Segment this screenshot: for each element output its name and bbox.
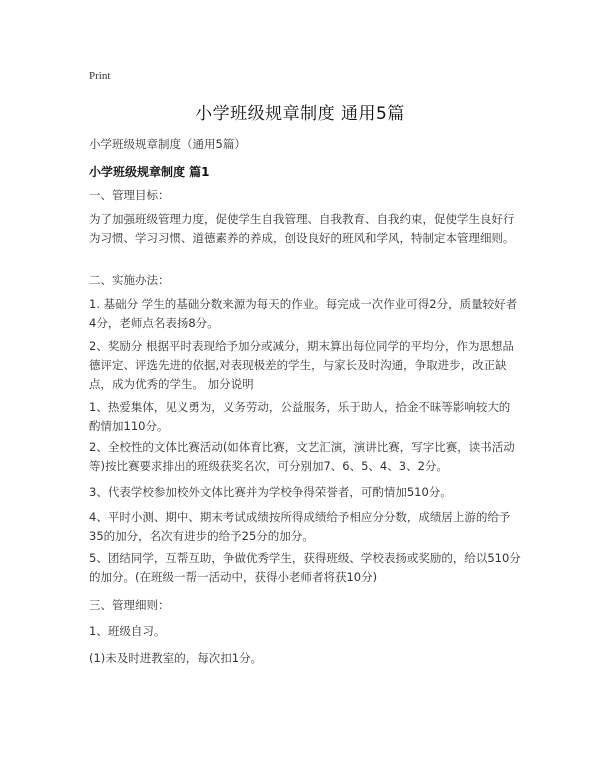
- paragraph: 5、团结同学，互帮互助，争做优秀学生，获得班级、学校表扬或奖励的，给以510分的加分。(在班级一帮一活动中，获得小老师者将获10分): [89, 551, 521, 584]
- paragraph: 二、实施办法：: [89, 273, 170, 287]
- paragraph: 三、管理细则：: [89, 598, 170, 612]
- paragraph: 4、平时小测、期中、期末考试成绩按所得成绩给予相应分分数，成绩居上游的给予35的加分，名次有进步的给予25分的加分。: [89, 510, 511, 543]
- paragraph: 3、代表学校参加校外文体比赛并为学校争得荣誉者，可酌情加510分。: [89, 485, 452, 499]
- paragraph: (1)未及时进教室的，每次扣1分。: [89, 651, 263, 665]
- paragraph: 1. 基础分 学生的基础分数来源为每天的作业。每完成一次作业可得2分，质量较好者4分，老师点名表扬8分。: [89, 297, 518, 330]
- paragraph: 2、全校性的文体比赛活动(如体育比赛，文艺汇演，演讲比赛，写字比赛，读书活动等)按比赛要求排出的班级获奖名次，可分别加7、6、5、4、3、2分。: [89, 440, 515, 473]
- paragraph: 1、热爱集体，见义勇为，义务劳动，公益服务，乐于助人，拾金不昧等影响较大的酌情加110分。: [89, 400, 511, 433]
- document-subtitle: 小学班级规章制度（通用5篇）: [89, 137, 246, 151]
- page-title: 小学班级规章制度 通用5篇: [195, 104, 405, 124]
- paragraph: 一、管理目标：: [89, 188, 170, 202]
- paragraph: 1、班级自习。: [89, 624, 166, 638]
- print-link[interactable]: Print: [89, 70, 111, 82]
- paragraph: 2、奖励分 根据平时表现给予加分或减分，期末算出每位同学的平均分，作为思想品德评定、评选先进的依据,对表现极差的学生，与家长及时沟通，争取进步，改正缺点，成为优秀的学生。 加分说明: [89, 339, 514, 391]
- paragraph: 为了加强班级管理力度，促使学生自我管理、自我教育、自我约束，促使学生良好行为习惯、学习习惯、道德素养的养成，创设良好的班风和学风，特制定本管理细则。: [89, 212, 515, 245]
- section-heading: 小学班级规章制度 篇1: [89, 165, 210, 179]
